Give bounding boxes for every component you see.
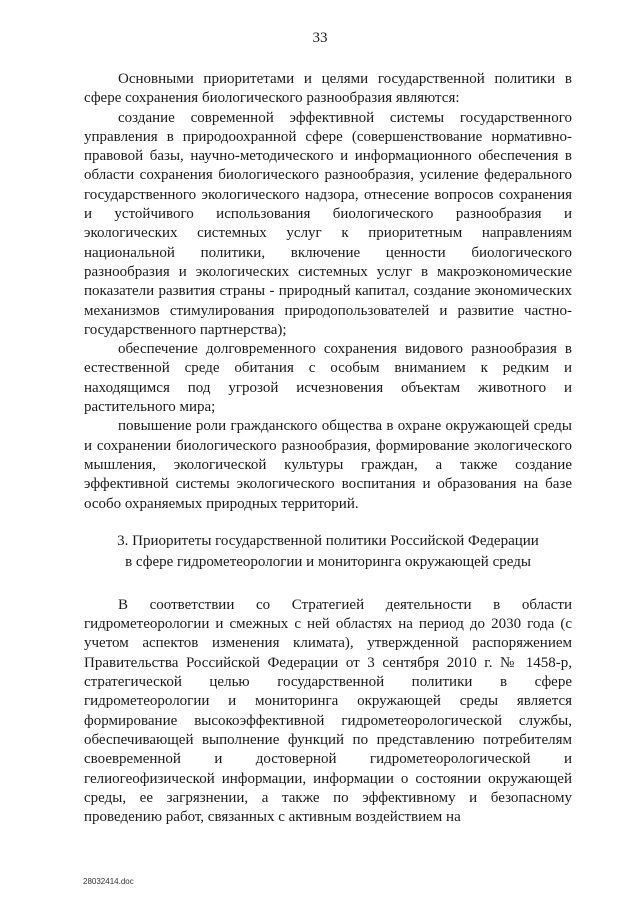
document-body	[84, 70, 572, 827]
page-number: 33	[312, 30, 328, 46]
paragraph-intro: Основными приоритетами и целями государственной политики в сфере сохранения биологического разнообразия являются:	[84, 71, 572, 107]
footer-file-code: 28032414.doc	[83, 877, 134, 886]
paragraph-item-species: обеспечение долговременного сохранения видового разнообразия в естественной среде обитания с особым вниманием к редким и находящимся под угрозой исчезновения объектам животного и растительного мира;	[84, 341, 572, 416]
paragraph-item-society: повышение роли гражданского общества в охране окружающей среды и сохранении биологического разнообразия, формирование экологического мышления, экологической культуры граждан, а также создание эффективной системы экологического воспитания и образования на базе особо охраняемых природных территорий.	[84, 418, 572, 512]
section-heading	[84, 531, 572, 573]
paragraph-item-management: создание современной эффективной системы государственного управления в природоохранной сфере (совершенствование нормативно-правовой базы, научно-методического и информационного обеспечения в области сохранения биологического разнообразия, усиление федерального государственного экологического надзора, отнесение вопросов сохранения и устойчивого использования биологического разнообразия и экологических системных услуг к приоритетным направлениям национальной политики, включение ценности биологического разнообразия и экологических системных услуг в макроэкономические показатели развития страны - природный капитал, создание экономических механизмов стимулирования природопользователей и развитие частно-государственного партнерства);	[84, 109, 572, 338]
section-body-paragraph: В соответствии со Стратегией деятельности в области гидрометеорологии и смежных с ней областях на период до 2030 года (с учетом аспектов изменения климата), утвержденной распоряжением Правительства Российской Федерации от 3 сентября 2010 г. № 1458-р, стратегической целью государственной политики в сфере гидрометеорологии и мониторинга окружающей среды является формирование высокоэффективной гидрометеорологической службы, обеспечивающей выполнение функций по представлению потребителям своевременной и достоверной гидрометеорологической и гелиогеофизической информации, информации о состоянии окружающей среды, ее загрязнении, а также по эффективному и безопасному проведению работ, связанных с активным воздействием на	[84, 596, 572, 826]
section-heading-line2: в сфере гидрометеорологии и мониторинга окружающей среды	[125, 553, 531, 570]
section-heading-line1: 3. Приоритеты государственной политики Российской Федерации	[117, 532, 539, 549]
